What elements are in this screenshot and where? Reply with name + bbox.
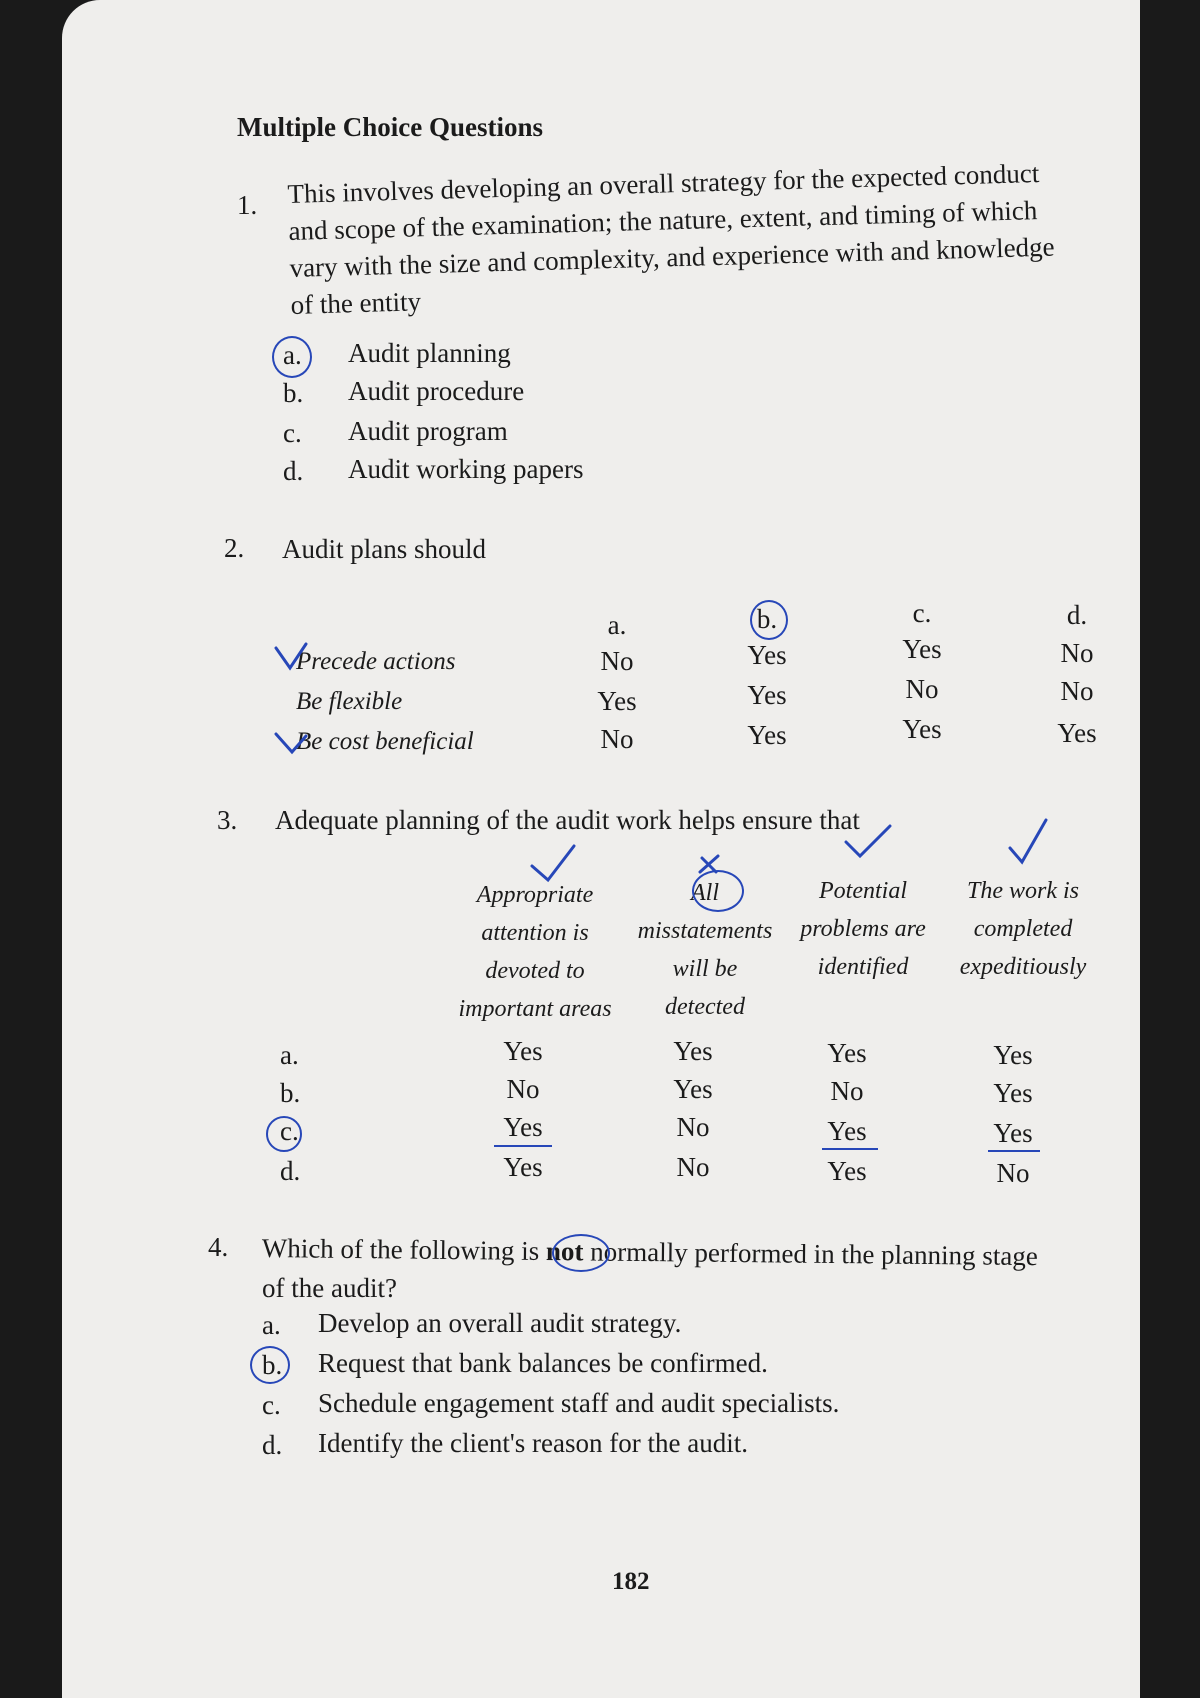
q4-option-c-text: Schedule engagement staff and audit specialists. (318, 1388, 840, 1418)
q3-row-letter: a. (280, 1040, 299, 1070)
q4-stem-text: Which of the following is (261, 1232, 547, 1266)
q2-checkmark-icon (276, 644, 306, 668)
q4-option-b-letter: b. (262, 1350, 283, 1380)
page-number: 182 (612, 1568, 650, 1595)
q3-stem: Adequate planning of the audit work helps ensure that (275, 805, 860, 835)
q2-cell: Yes (1057, 718, 1097, 748)
q2-cell: Yes (902, 714, 942, 744)
q3-cell: Yes (503, 1036, 543, 1066)
q2-cell: No (600, 646, 634, 676)
q3-header-line: Appropriate (476, 882, 594, 908)
q2-cell: Yes (597, 686, 637, 716)
q3-checkmark-icon (1010, 820, 1046, 862)
q2-cell: No (1060, 676, 1094, 706)
q1-option-d-letter: d. (283, 456, 304, 486)
q1-option-a-text: Audit planning (348, 338, 511, 368)
q2-col-a: a. (607, 610, 627, 640)
q3-header-line: problems are (800, 916, 926, 942)
q4-option-c-letter: c. (262, 1390, 281, 1420)
q3-header-line: completed (973, 916, 1073, 942)
q4-stem-text: normally performed in the planning stage (583, 1236, 1039, 1272)
q3-header-line: will be (672, 956, 738, 982)
q3-cell: Yes (673, 1036, 713, 1066)
q4-option-d-text: Identify the client's reason for the audit. (318, 1428, 748, 1458)
q4-option-d-letter: d. (262, 1430, 283, 1460)
q3-number: 3. (217, 805, 238, 835)
q3-header-line: All (691, 880, 719, 906)
q1-option-b-letter: b. (283, 378, 304, 408)
q2-col-c: c. (912, 598, 932, 628)
q3-cell: Yes (827, 1116, 867, 1146)
q3-checkmark-icon (532, 846, 574, 880)
q2-cell: No (1060, 638, 1094, 668)
q3-cell: Yes (503, 1112, 543, 1142)
q3-cell: Yes (827, 1038, 867, 1068)
q3-cell: No (996, 1158, 1030, 1188)
q3-cell: No (676, 1112, 710, 1142)
q1-line: vary with the size and complexity, and experience with and knowledge (289, 231, 1055, 283)
q4-option-b-text: Request that bank balances be confirmed. (318, 1348, 768, 1378)
q4-stem-not: not (545, 1235, 584, 1267)
q1-number: 1. (237, 190, 258, 220)
q2-cell: Yes (747, 720, 787, 750)
q4-option-a-text: Develop an overall audit strategy. (318, 1308, 682, 1338)
q3-checkmark-icon (846, 826, 890, 856)
q2-col-d: d. (1066, 600, 1088, 630)
q3-cell: Yes (993, 1118, 1033, 1148)
q3-cross-icon (700, 856, 718, 872)
q2-row-label: Be flexible (296, 688, 403, 715)
q2-row-label: Precede actions (296, 648, 456, 675)
q3-cell: Yes (827, 1156, 867, 1186)
q2-cell: Yes (747, 680, 787, 710)
q2-checkmark-icon (276, 734, 306, 752)
q1-option-c-letter: c. (283, 418, 302, 448)
q1-option-c-text: Audit program (348, 416, 508, 446)
q2-cell: No (905, 674, 939, 704)
q2-col-b: b. (756, 604, 778, 634)
q3-cell: No (676, 1152, 710, 1182)
q2-cell: Yes (747, 640, 787, 670)
q1-line: of the entity (290, 286, 422, 320)
q3-cell: Yes (993, 1078, 1033, 1108)
q4-option-a-letter: a. (262, 1310, 281, 1340)
q2-cell: No (600, 724, 634, 754)
q4-stem-line2: of the audit? (262, 1273, 397, 1303)
q3-cell: No (506, 1074, 540, 1104)
q3-header-line: detected (665, 994, 745, 1020)
q3-header-line: The work is (966, 878, 1079, 904)
q3-header-line: expeditiously (959, 954, 1087, 980)
q3-cell: Yes (993, 1040, 1033, 1070)
q1-line: This involves developing an overall strategy for the expected conduct (287, 158, 1040, 209)
q2-row-label: Be cost beneficial (296, 728, 474, 755)
q3-header-line: devoted to (485, 958, 585, 984)
q1-option-b-text: Audit procedure (348, 376, 525, 406)
q3-row-letter: c. (280, 1116, 299, 1146)
section-heading: Multiple Choice Questions (237, 112, 544, 142)
q3-header-line: Potential (819, 878, 907, 904)
q1-option-a-letter: a. (283, 340, 302, 370)
q3-header-line: identified (817, 954, 909, 980)
q2-stem: Audit plans should (282, 534, 487, 564)
q3-cell: Yes (503, 1152, 543, 1182)
q2-number: 2. (224, 533, 245, 563)
q1-line: and scope of the examination; the nature, extent, and timing of which (288, 195, 1038, 246)
q3-header-line: attention is (481, 920, 589, 946)
q3-row-letter: b. (280, 1078, 301, 1108)
q4-number: 4. (208, 1232, 229, 1262)
q2-cell: Yes (902, 634, 942, 664)
q3-header-line: misstatements (637, 918, 773, 944)
q1-option-d-text: Audit working papers (348, 454, 584, 484)
q3-header-line: important areas (458, 996, 612, 1022)
q3-cell: Yes (673, 1074, 713, 1104)
q3-row-letter: d. (280, 1156, 301, 1186)
q3-cell: No (830, 1076, 864, 1106)
